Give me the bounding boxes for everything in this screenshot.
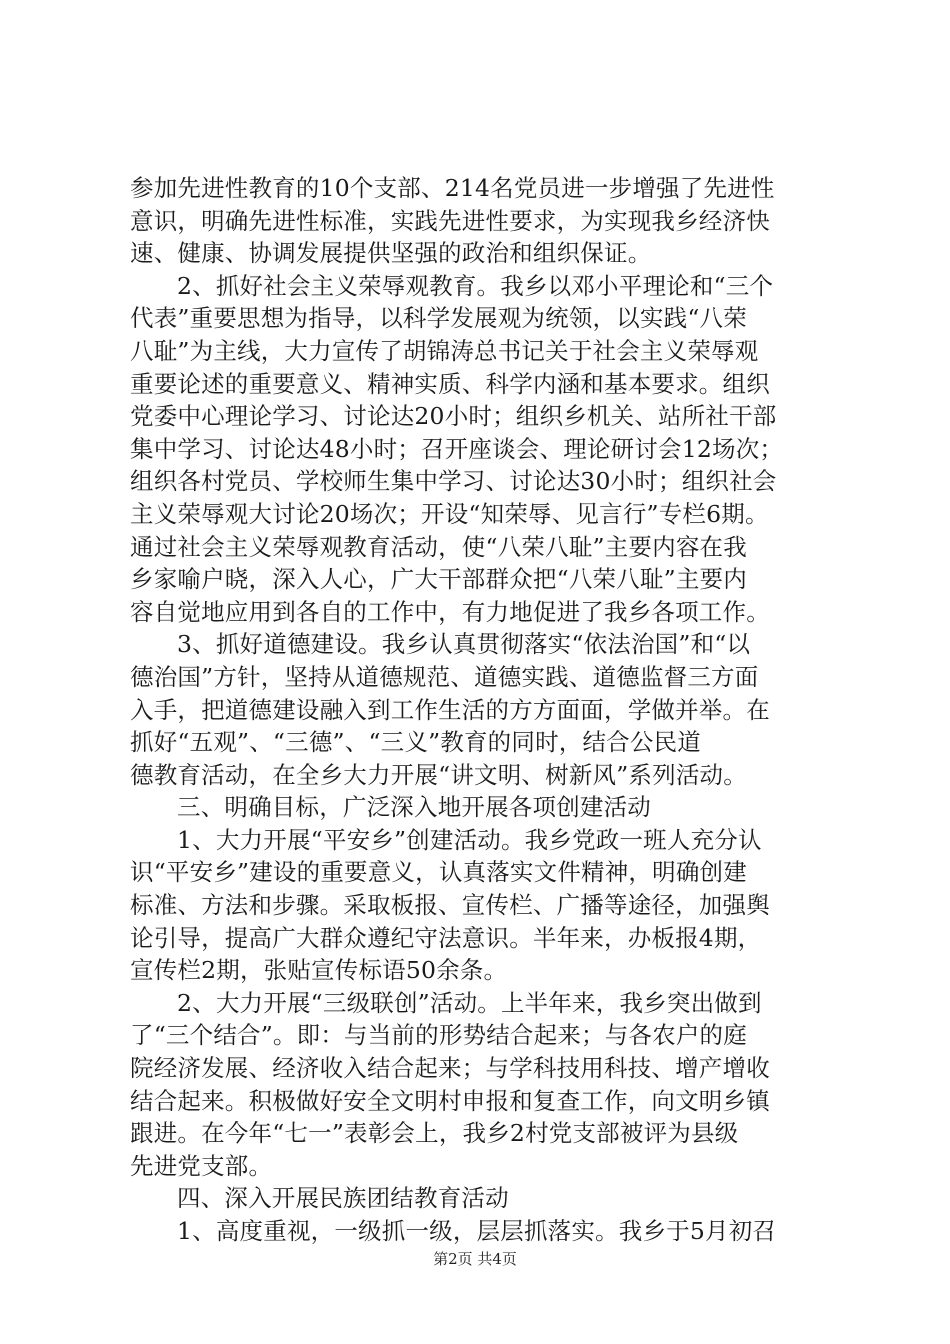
text-line: 2、抓好社会主义荣辱观教育。我乡以邓小平理论和“三个 — [177, 271, 774, 300]
text-line: 速、健康、协调发展提供坚强的政治和组织保证。 — [130, 239, 652, 268]
text-line: 通过社会主义荣辱观教育活动，使“八荣八耻”主要内容在我 — [130, 532, 747, 561]
text-line: 1、高度重视，一级抓一级，层层抓落实。我乡于5月初召 — [177, 1217, 777, 1245]
text-line: 1、大力开展“平安乡”创建活动。我乡党政一班人充分认 — [177, 825, 762, 854]
text-line: 八耻”为主线，大力宣传了胡锦涛总书记关于社会主义荣辱观 — [130, 336, 759, 365]
text-line: 四、深入开展民族团结教育活动 — [177, 1184, 509, 1213]
text-line: 三、明确目标，广泛深入地开展各项创建活动 — [177, 793, 651, 822]
text-line: 3、抓好道德建设。我乡认真贯彻落实“依法治国”和“以 — [177, 630, 751, 659]
page-footer: 第2页 共4页 — [433, 1250, 517, 1268]
text-line: 宣传栏2期，张贴宣传标语50余条。 — [130, 956, 508, 985]
text-line: 参加先进性教育的10个支部、214名党员进一步增强了先进性 — [130, 174, 775, 202]
document-body — [130, 172, 830, 1248]
text-line: 抓好“五观”、“三德”、“三义”教育的同时，结合公民道 — [130, 728, 701, 757]
text-line: 组织各村党员、学校师生集中学习、讨论达30小时；组织社会 — [130, 467, 777, 496]
text-line: 识“平安乡”建设的重要意义，认真落实文件精神，明确创建 — [130, 858, 747, 887]
text-line: 入手，把道德建设融入到工作生活的方方面面，学做并举。在 — [130, 695, 770, 724]
text-line: 论引导，提高广大群众遵纪守法意识。半年来，办板报4期， — [130, 923, 762, 952]
text-line: 集中学习、讨论达48小时；召开座谈会、理论研讨会12场次； — [130, 434, 784, 463]
text-line: 院经济发展、经济收入结合起来；与学科技用科技、增产增收 — [130, 1054, 770, 1083]
text-line: 容自觉地应用到各自的工作中，有力地促进了我乡各项工作。 — [130, 597, 770, 626]
text-line: 乡家喻户晓，深入人心，广大干部群众把“八荣八耻”主要内 — [130, 565, 747, 594]
text-line: 了“三个结合”。即：与当前的形势结合起来；与各农户的庭 — [130, 1021, 747, 1050]
text-line: 标准、方法和步骤。采取板报、宣传栏、广播等途径，加强舆 — [130, 891, 770, 920]
text-line: 党委中心理论学习、讨论达20小时；组织乡机关、站所社干部 — [130, 402, 777, 431]
text-line: 德教育活动，在全乡大力开展“讲文明、树新风”系列活动。 — [130, 760, 747, 789]
text-line: 跟进。在今年“七一”表彰会上，我乡2村党支部被评为县级 — [130, 1119, 739, 1148]
text-line: 2、大力开展“三级联创”活动。上半年来，我乡突出做到 — [177, 988, 762, 1017]
text-line: 先进党支部。 — [130, 1151, 273, 1180]
text-line: 代表”重要思想为指导，以科学发展观为统领，以实践“八荣 — [130, 304, 747, 333]
text-line: 重要论述的重要意义、精神实质、科学内涵和基本要求。组织 — [130, 369, 770, 398]
text-line: 主义荣辱观大讨论20场次；开设“知荣辱、见言行”专栏6期。 — [130, 499, 769, 528]
text-line: 结合起来。积极做好安全文明村申报和复查工作，向文明乡镇 — [130, 1086, 770, 1115]
text-line: 德治国”方针，坚持从道德规范、道德实践、道德监督三方面 — [130, 662, 759, 691]
text-line: 意识，明确先进性标准，实践先进性要求，为实现我乡经济快 — [130, 206, 770, 235]
